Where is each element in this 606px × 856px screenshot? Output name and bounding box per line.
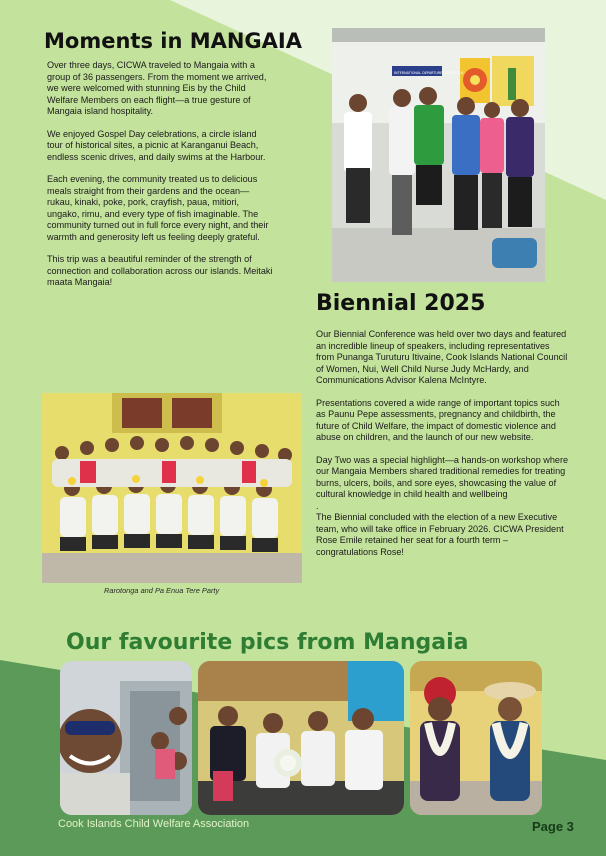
moments-paragraph: Each evening, the community treated us to delicious meals straight from their gardens and the ocean—rukau, kinaki, poke, pork, crayfish, paua, mitiori, ungako, rimu, and every type of fish imaginable. The community turned out in full force every night, and their warmth and generosity left us feeling deeply grateful. (47, 174, 269, 242)
biennial-paragraph: Day Two was a special highlight—a hands-on workshop where our Mangaia Members shared traditional remedies for treating burns, ulcers, boils, and sore eyes, showcasing the value of cultural knowledge in child health and wellbeing (316, 454, 569, 499)
moments-paragraph: We enjoyed Gospel Day celebrations, a circle island tour of historical sites, a picnic at Karanganui Beach, endless scenic drives, and daily swims at the Harbour. (47, 128, 266, 162)
airport-group-photo (332, 28, 545, 282)
tere-party-group-photo (42, 393, 302, 583)
moments-title: Moments in MANGAIA (44, 29, 302, 53)
members-welcome-photo (198, 661, 404, 815)
biennial-paragraph: The Biennial concluded with the election of a new Executive team, who will take office in February 2026. CICWA President Rose Emile retained her seat for a fourth term – congratulations Rose! (316, 512, 564, 557)
biennial-paragraph: . (316, 500, 319, 511)
moments-body (47, 60, 273, 300)
moments-paragraph: Over three days, CICWA traveled to Mangaia with a group of 36 passengers. From the moment we arrived, we were welcomed with stunning Eis by the Child Welfare Members on each flight—a true gesture of Mangaia island hospitality. (47, 60, 267, 116)
footer-org-name: Cook Islands Child Welfare Association (58, 818, 250, 830)
biennial-body (316, 329, 570, 569)
moments-paragraph: This trip was a beautiful reminder of the strength of connection and collaboration across our islands. Meitaki maata Mangaia! (47, 254, 273, 287)
airport-sign-text: INTERNATIONAL DEPARTURES GATES 1-8 (394, 71, 464, 75)
page-number: Page 3 (532, 819, 574, 834)
biennial-title: Biennial 2025 (316, 291, 486, 316)
biennial-paragraph: Presentations covered a wide range of important topics such as Paunu Pepe assessments, pregnancy and childbirth, the future of Child Welfare, the impact of domestic violence and abuse on children, and the launch of our new website. (316, 397, 560, 442)
photo-caption: Rarotonga and Pa Enua Tere Party (104, 586, 220, 595)
elders-lei-photo (410, 661, 542, 815)
biennial-paragraph: Our Biennial Conference was held over two days and featured an incredible lineup of speakers, including representatives from Punanga Turuturu Itivaine, Cook Islands National Council of Women, Nui, Well Child Nurse Judy McHardy, and Communications Advisor Kalena McIntyre. (316, 329, 568, 385)
favourites-title: Our favourite pics from Mangaia (66, 630, 469, 655)
plane-selfie-photo (60, 661, 192, 815)
